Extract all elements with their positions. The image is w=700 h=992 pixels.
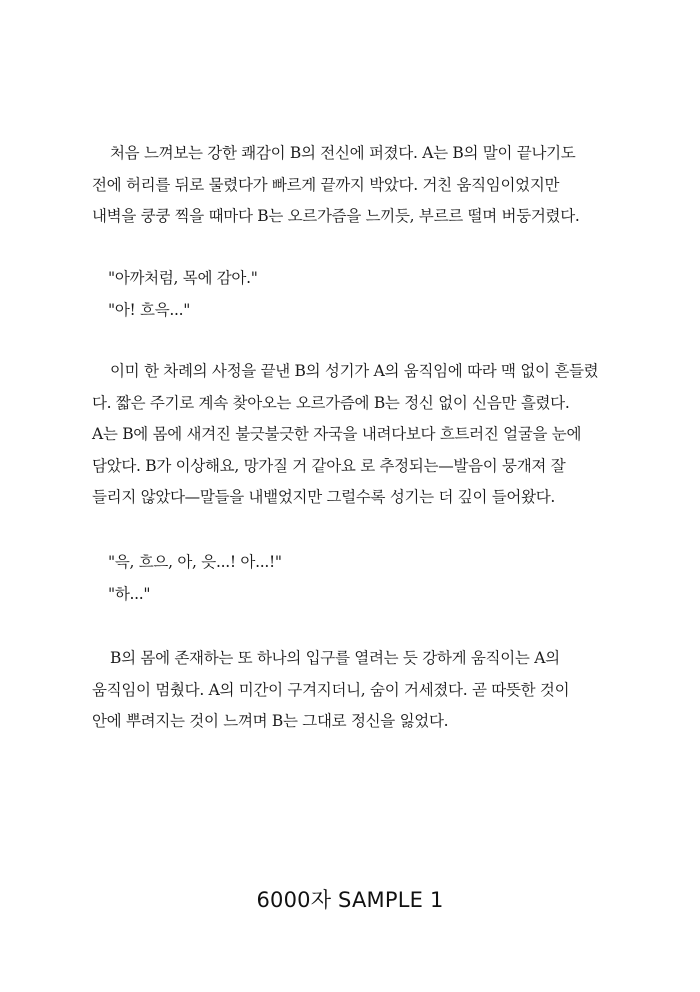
text-line: 전에 허리를 뒤로 물렸다가 빠르게 끝까지 박았다. 거친 움직임이었지만 bbox=[92, 175, 560, 194]
text-line: A는 B에 몸에 새겨진 불긋불긋한 자국을 내려다보다 흐트러진 얼굴을 눈에 bbox=[92, 425, 582, 443]
paragraph-2 bbox=[92, 356, 612, 514]
text-line: 안에 뿌려지는 것이 느껴며 B는 그대로 정신을 잃었다. bbox=[92, 712, 449, 730]
paragraph-1 bbox=[92, 138, 612, 233]
text-line: 내벽을 쿵쿵 찍을 때마다 B는 오르가즘을 느끼듯, 부르르 떨며 버둥거렸다. bbox=[92, 207, 580, 225]
text-line: 들리지 않았다—말들을 내뱉었지만 그럴수록 성기는 더 깊이 들어왔다. bbox=[92, 488, 556, 506]
dialogue-line: "윽, 흐으, 아, 읏...! 아...!" bbox=[108, 553, 282, 571]
text-line: 처음 느껴보는 강한 쾌감이 B의 전신에 퍼졌다. A는 B의 말이 끝나기도 bbox=[110, 144, 576, 162]
dialogue-line: "아까처럼, 목에 감아." bbox=[108, 269, 258, 287]
text-line: 담았다. B가 이상해요, 망가질 거 같아요 로 추정되는—발음이 뭉개져 잘 bbox=[92, 456, 566, 475]
dialogue-line: "하..." bbox=[108, 584, 151, 603]
text-line: B의 몸에 존재하는 또 하나의 입구를 열려는 듯 강하게 움직이는 A의 bbox=[110, 649, 560, 667]
paragraph-3 bbox=[92, 643, 612, 738]
text-line: 다. 짧은 주기로 계속 찾아오는 오르가즘에 B는 정신 없이 신음만 흘렸다. bbox=[92, 393, 570, 412]
dialogue-2 bbox=[92, 547, 612, 610]
dialogue-line: "아! 흐윽..." bbox=[108, 300, 191, 319]
dialogue-1 bbox=[92, 263, 612, 326]
sample-label: 6000자 SAMPLE 1 bbox=[256, 888, 444, 912]
text-line: 이미 한 차례의 사정을 끝낸 B의 성기가 A의 움직임에 따라 맥 없이 흔들렸 bbox=[110, 362, 599, 380]
text-line: 움직임이 멈췄다. A의 미간이 구겨지더니, 숨이 거세졌다. 곧 따뜻한 것이 bbox=[92, 680, 570, 699]
